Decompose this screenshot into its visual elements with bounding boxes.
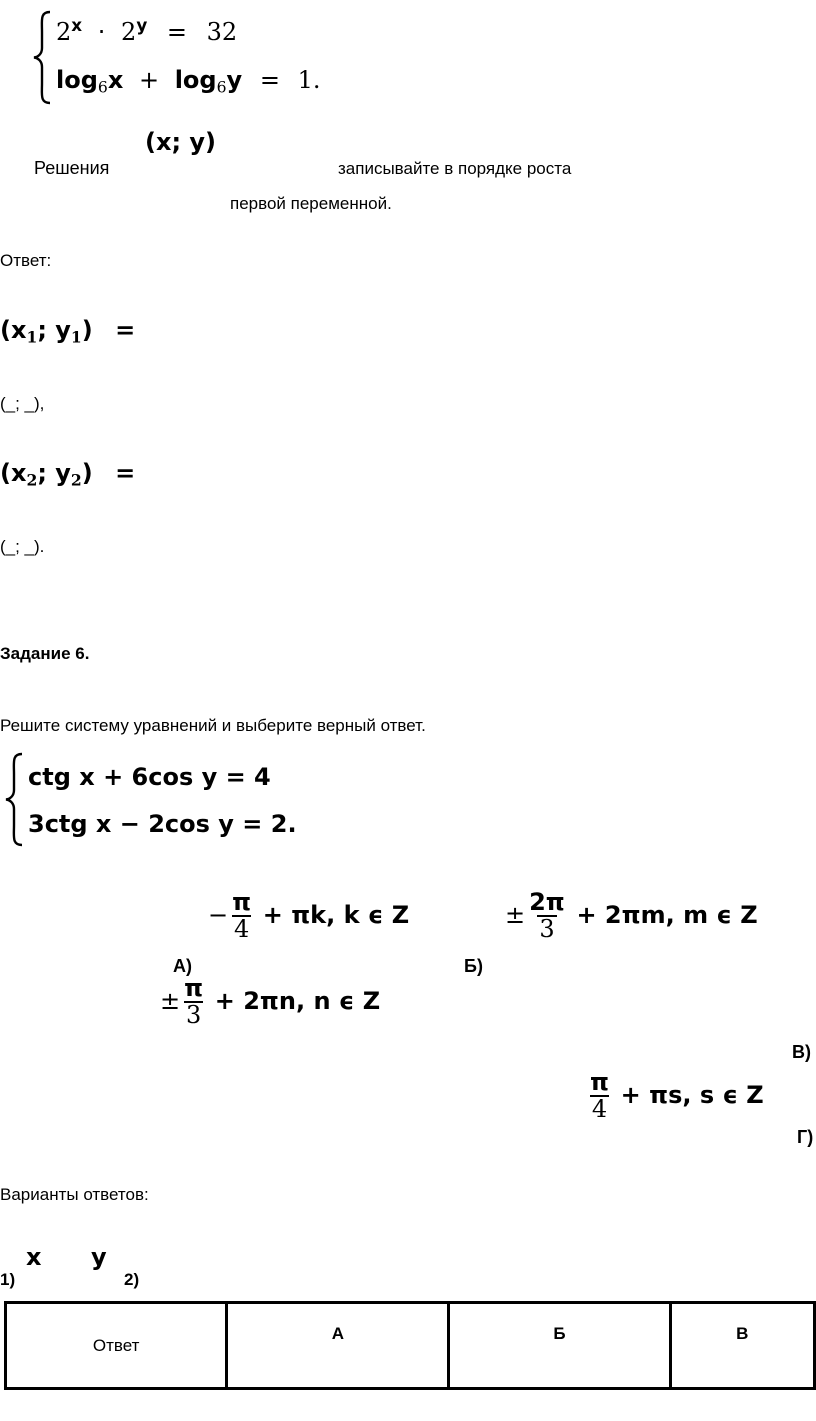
pair2-expression (0, 459, 136, 490)
system2-eq2: 3ctg x − 2cos y = 2. (28, 810, 297, 838)
option-a-formula (208, 890, 409, 942)
plus: + (138, 66, 160, 94)
pair-close: ) (81, 316, 93, 344)
task6-instruction: Решите систему уравнений и выберите верный ответ. (0, 716, 426, 735)
exponent: x (71, 14, 83, 35)
table-cell-label: Ответ (92, 1335, 140, 1355)
formula-rest: + 2πm, m ϵ Z (576, 901, 758, 930)
fraction (230, 890, 253, 942)
system2-brace (4, 752, 26, 851)
pair-open: (x (0, 316, 27, 344)
rhs: 1. (297, 66, 321, 94)
system1-eq1 (56, 14, 238, 46)
variable: x (107, 66, 124, 94)
note-word-start: Решения (34, 158, 110, 178)
numerator: π (232, 888, 252, 916)
subscript: 1 (70, 327, 82, 347)
pair-close: ) (81, 459, 93, 487)
option-b-formula (505, 890, 758, 942)
numerator: π (184, 974, 204, 1002)
formula-rest: + 2πn, n ϵ Z (214, 987, 381, 1016)
subscript: 1 (26, 327, 38, 347)
pair-separator: ; y (37, 316, 71, 344)
equals: = (115, 459, 136, 487)
variants-label: Варианты ответов: (0, 1185, 149, 1204)
equals: = (115, 316, 136, 344)
dot-operator: · (97, 18, 106, 46)
log-func: log (56, 66, 98, 94)
subscript: 2 (26, 470, 38, 490)
system2-eq1: ctg x + 6cos y = 4 (28, 763, 271, 791)
log-func: log (174, 66, 217, 94)
option-a-label: А) (173, 956, 192, 976)
subscript: 2 (70, 470, 82, 490)
task6-title: Задание 6. (0, 644, 90, 663)
variant-y: y (91, 1243, 107, 1271)
sign: ± (505, 901, 526, 930)
formula-rest: + πs, s ϵ Z (620, 1081, 764, 1110)
variant-item-1: 1) (0, 1270, 16, 1289)
system1-brace (32, 10, 54, 109)
pair-separator: ; y (37, 459, 71, 487)
system1-eq2 (56, 66, 321, 97)
log-base: 6 (216, 78, 227, 97)
option-v-label: В) (792, 1042, 811, 1062)
sign: ± (160, 987, 181, 1016)
exponent: y (136, 14, 148, 35)
numerator: π (590, 1068, 609, 1096)
variant-item-2: 2) (124, 1270, 140, 1289)
table-cell-label: А (331, 1324, 344, 1343)
option-g-label: Г) (797, 1127, 814, 1147)
base: 2 (121, 18, 137, 46)
left-brace-icon (32, 10, 54, 105)
answer-label: Ответ: (0, 251, 52, 270)
option-d-formula (586, 1070, 764, 1122)
blank2: (_; _). (0, 537, 45, 556)
equals: = (166, 18, 188, 46)
numerator: 2π (529, 888, 565, 916)
denominator: 4 (233, 915, 250, 944)
variable: y (226, 66, 243, 94)
blank1: (_; _), (0, 394, 45, 413)
pair1-expression (0, 316, 136, 347)
rhs: 32 (206, 18, 238, 46)
fraction (182, 976, 205, 1028)
note-line1: записывайте в порядке роста (338, 159, 572, 178)
table-cell-b[interactable] (449, 1303, 670, 1389)
sign: − (208, 901, 229, 930)
pair-open: (x (0, 459, 27, 487)
denominator: 3 (539, 915, 555, 944)
fraction (527, 890, 567, 942)
option-b-label: Б) (464, 956, 483, 976)
formula-rest: + πk, k ϵ Z (262, 901, 410, 930)
log-base: 6 (97, 78, 108, 97)
table-row (6, 1303, 815, 1389)
table-cell-a[interactable] (227, 1303, 449, 1389)
left-brace-icon (4, 752, 26, 847)
equals: = (259, 66, 280, 94)
denominator: 4 (591, 1095, 608, 1124)
table-cell-label: Б (553, 1324, 566, 1343)
fraction (588, 1070, 611, 1122)
note-pair: (x; y) (145, 128, 217, 156)
answer-table (4, 1301, 816, 1390)
table-cell-answer (6, 1303, 227, 1389)
denominator: 3 (185, 1001, 202, 1030)
variant-x: x (26, 1243, 42, 1271)
table-cell-v[interactable] (670, 1303, 814, 1389)
note-line2: первой переменной. (230, 194, 392, 213)
option-c-formula (160, 976, 380, 1028)
table-cell-label: В (736, 1324, 749, 1343)
base: 2 (56, 18, 72, 46)
